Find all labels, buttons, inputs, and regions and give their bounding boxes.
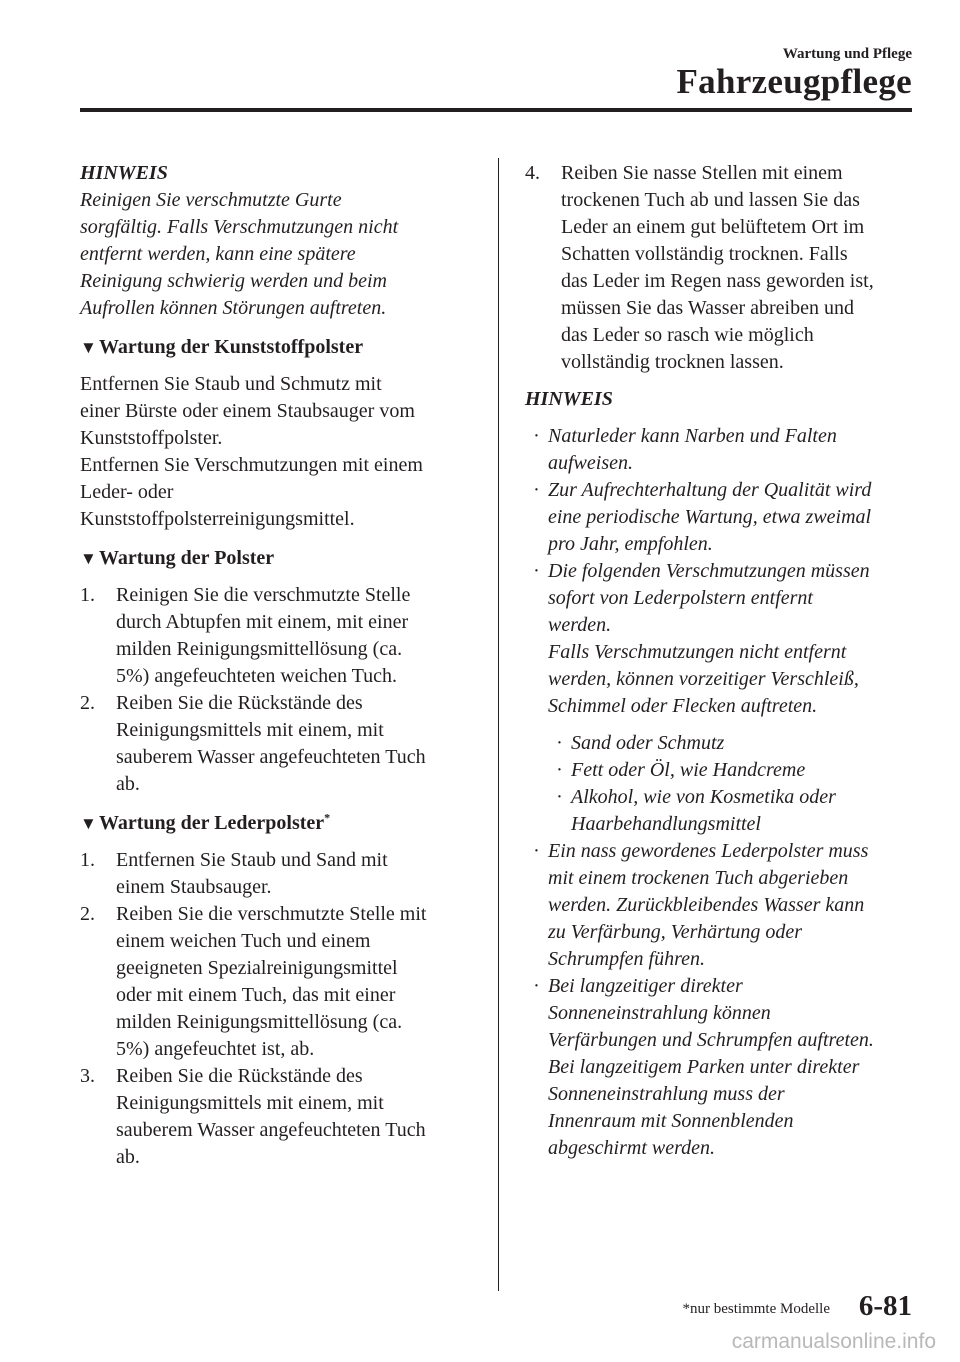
bullet-dot-icon: · <box>533 560 540 582</box>
text-line: Ein nass gewordenes Lederpolster muss <box>548 840 869 862</box>
text-line: Sonneneinstrahlung können <box>548 1002 771 1024</box>
text-line: vollständig trocknen lassen. <box>561 351 784 373</box>
bullet-list <box>525 423 920 720</box>
step-number: 2. <box>80 903 95 925</box>
sub-bullet-list <box>525 730 920 838</box>
text-line: Innenraum mit Sonnenblenden <box>548 1110 794 1132</box>
text-line: trockenen Tuch ab und lassen Sie das <box>561 189 860 211</box>
step-text <box>116 901 472 1063</box>
step-number: 1. <box>80 584 95 606</box>
bullet-text <box>548 558 920 720</box>
heading-text: Wartung der Polster <box>99 547 275 569</box>
bullet-item <box>548 757 920 784</box>
bullet-item <box>525 558 920 720</box>
text-line: Fett oder Öl, wie Handcreme <box>571 759 806 781</box>
step-text <box>116 582 472 690</box>
triangle-down-icon: ▼ <box>80 814 97 833</box>
text-line: Schrumpfen führen. <box>548 948 706 970</box>
bullet-dot-icon: · <box>533 840 540 862</box>
step-number: 4. <box>525 162 540 184</box>
bullet-text <box>548 838 920 973</box>
text-line: Sand oder Schmutz <box>571 732 725 754</box>
text-line: Reiben Sie die Rückstände des <box>116 692 363 714</box>
step-text <box>561 160 920 376</box>
watermark: carmanualsonline.info <box>731 1330 936 1353</box>
bullet-text <box>548 973 920 1162</box>
text-line: werden, können vorzeitiger Verschleiß, <box>548 668 859 690</box>
bullet-dot-icon: · <box>533 975 540 997</box>
bullet-dot-icon: · <box>533 479 540 501</box>
bullet-item <box>525 973 920 1162</box>
text-line: Reinigungsmittels mit einem, mit <box>116 1092 384 1114</box>
bullet-item <box>525 838 920 973</box>
text-line: pro Jahr, empfohlen. <box>548 533 713 555</box>
text-line: Reinigen Sie verschmutzte Gurte <box>80 189 342 211</box>
triangle-down-icon: ▼ <box>80 338 97 357</box>
text-line: Reiben Sie nasse Stellen mit einem <box>561 162 843 184</box>
text-line: werden. <box>548 614 612 636</box>
text-line: das Leder so rasch wie möglich <box>561 324 814 346</box>
text-line: Zur Aufrechterhaltung der Qualität wird <box>548 479 872 501</box>
note-title: HINWEIS <box>525 388 613 410</box>
step-number: 3. <box>80 1065 95 1087</box>
text-line: Reiben Sie die Rückstände des <box>116 1065 363 1087</box>
text-line: Entfernen Sie Verschmutzungen mit einem <box>80 454 423 476</box>
step-text <box>116 1063 472 1171</box>
text-line: 5%) angefeuchtet ist, ab. <box>116 1038 315 1060</box>
text-line: Entfernen Sie Staub und Schmutz mit <box>80 373 382 395</box>
text-line: Reinigung schwierig werden und beim <box>80 270 387 292</box>
numbered-step <box>80 1063 472 1171</box>
bullet-text <box>571 730 920 757</box>
bullet-item <box>548 784 920 838</box>
steps-leather <box>80 847 472 1171</box>
column-divider <box>498 158 499 1291</box>
step-text <box>116 847 472 901</box>
bullet-dot-icon: · <box>556 759 563 781</box>
text-line: Naturleder kann Narben und Falten <box>548 425 837 447</box>
text-line: sorgfältig. Falls Verschmutzungen nicht <box>80 216 399 238</box>
left-column <box>80 160 472 1171</box>
paragraph-plastic <box>80 371 472 533</box>
text-line: durch Abtupfen mit einem, mit einer <box>116 611 409 633</box>
text-line: zu Verfärbung, Verhärtung oder <box>548 921 803 943</box>
text-line: 5%) angefeuchteten weichen Tuch. <box>116 665 398 687</box>
heading-text: Wartung der Kunststoffpolster <box>99 336 364 358</box>
text-line: Bei langzeitigem Parken unter direkter <box>548 1056 860 1078</box>
text-line: Entfernen Sie Staub und Sand mit <box>116 849 388 871</box>
text-line: werden. Zurückbleibendes Wasser kann <box>548 894 865 916</box>
text-line: Die folgenden Verschmutzungen müssen <box>548 560 870 582</box>
bullet-text <box>548 477 920 558</box>
text-line: geeigneten Spezialreinigungsmittel <box>116 957 398 979</box>
text-line: Kunststoffpolsterreinigungsmittel. <box>80 508 355 530</box>
text-line: einer Bürste oder einem Staubsauger vom <box>80 400 415 422</box>
step-number: 1. <box>80 849 95 871</box>
header-rule <box>80 108 912 112</box>
text-line: sofort von Lederpolstern entfernt <box>548 587 813 609</box>
text-line: Falls Verschmutzungen nicht entfernt <box>548 641 847 663</box>
text-line: das Leder im Regen nass geworden ist, <box>561 270 874 292</box>
bullet-dot-icon: · <box>533 425 540 447</box>
text-line: mit einem trockenen Tuch abgerieben <box>548 867 849 889</box>
text-line: Reinigen Sie die verschmutzte Stelle <box>116 584 411 606</box>
bullet-text <box>548 423 920 477</box>
text-line: Schatten vollständig trocknen. Falls <box>561 243 848 265</box>
page-number: 6-81 <box>858 1290 912 1322</box>
text-line: Aufrollen können Störungen auftreten. <box>80 297 387 319</box>
text-line: ab. <box>116 1146 140 1168</box>
bullet-item <box>525 423 920 477</box>
numbered-step <box>80 847 472 901</box>
text-line: sauberem Wasser angefeuchteten Tuch <box>116 746 426 768</box>
numbered-step <box>525 160 920 376</box>
footnote: *nur bestimmte Modelle <box>682 1301 830 1317</box>
text-line: Verfärbungen und Schrumpfen auftreten. <box>548 1029 874 1051</box>
step-4 <box>525 160 920 376</box>
text-line: entfernt werden, kann eine spätere <box>80 243 356 265</box>
text-line: sauberem Wasser angefeuchteten Tuch <box>116 1119 426 1141</box>
text-line: einem Staubsauger. <box>116 876 272 898</box>
bullet-text <box>571 757 920 784</box>
text-line: milden Reinigungsmittellösung (ca. <box>116 638 403 660</box>
text-line: müssen Sie das Wasser abreiben und <box>561 297 854 319</box>
section-title: Wartung und Pflege <box>782 46 912 62</box>
text-line: einem weichen Tuch und einem <box>116 930 371 952</box>
chapter-title: Fahrzeugpflege <box>676 62 912 101</box>
text-line: Kunststoffpolster. <box>80 427 223 449</box>
bullet-text <box>571 784 920 838</box>
steps-upholstery <box>80 582 472 798</box>
note-text <box>80 187 472 322</box>
right-column <box>525 160 920 1162</box>
text-line: Reinigungsmittels mit einem, mit <box>116 719 384 741</box>
bullet-dot-icon: · <box>556 786 563 808</box>
numbered-step <box>80 901 472 1063</box>
text-line: Haarbehandlungsmittel <box>571 813 761 835</box>
text-line: abgeschirmt werden. <box>548 1137 716 1159</box>
text-line: Alkohol, wie von Kosmetika oder <box>571 786 836 808</box>
bullet-list-continued <box>525 838 920 1162</box>
numbered-step <box>80 582 472 690</box>
text-line: Schimmel oder Flecken auftreten. <box>548 695 818 717</box>
text-line: aufweisen. <box>548 452 633 474</box>
heading-text: Wartung der Lederpolster <box>99 812 325 834</box>
heading-plastic-upholstery <box>80 334 472 361</box>
heading-upholstery <box>80 545 472 572</box>
note-title: HINWEIS <box>80 162 168 184</box>
text-line: Bei langzeitiger direkter <box>548 975 743 997</box>
triangle-down-icon: ▼ <box>80 549 97 568</box>
text-line: Leder- oder <box>80 481 174 503</box>
note-block <box>80 160 472 322</box>
step-text <box>116 690 472 798</box>
text-line: Leder an einem gut belüftetem Ort im <box>561 216 865 238</box>
heading-leather-upholstery <box>80 810 472 837</box>
text-line: ab. <box>116 773 140 795</box>
text-line: oder mit einem Tuch, das mit einer <box>116 984 396 1006</box>
text-line: milden Reinigungsmittellösung (ca. <box>116 1011 403 1033</box>
numbered-step <box>80 690 472 798</box>
footnote-marker: * <box>324 810 331 825</box>
bullet-dot-icon: · <box>556 732 563 754</box>
bullet-item <box>548 730 920 757</box>
bullet-item <box>525 477 920 558</box>
text-line: Sonneneinstrahlung muss der <box>548 1083 785 1105</box>
text-line: Reiben Sie die verschmutzte Stelle mit <box>116 903 427 925</box>
step-number: 2. <box>80 692 95 714</box>
text-line: eine periodische Wartung, etwa zweimal <box>548 506 872 528</box>
